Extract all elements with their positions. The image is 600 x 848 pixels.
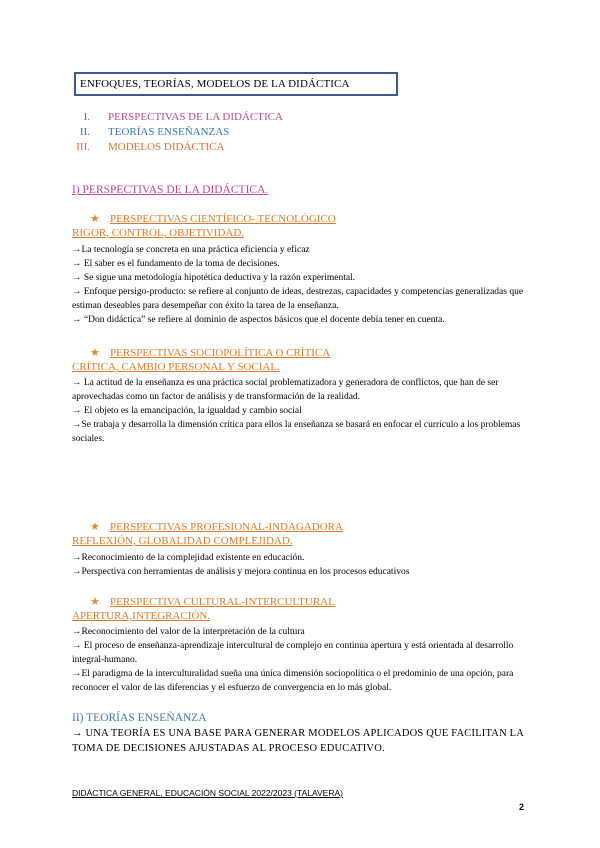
subsection-body <box>72 625 528 695</box>
list-item: → El saber es el fundamento de la toma de decisiones. <box>72 259 280 269</box>
toc-number: I. <box>83 111 90 123</box>
list-item: → El objeto es la emancipación, la igualdad y cambio social <box>72 406 302 416</box>
subsection-title <box>72 595 532 623</box>
section-text: → UNA TEORÍA ES UNA BASE PARA GENERAR MODELOS APLICADOS QUE FACILITAN LA TOMA DE DECISIONES AJUSTADAS AL PROCESO EDUCATIVO. <box>72 728 524 754</box>
page-footer: DIDÁCTICA GENERAL, EDUCACIÓN SOCIAL 2022/2023 (TALAVERA) <box>72 788 343 798</box>
page-title: ENFOQUES, TEORÍAS, MODELOS DE LA DIDÁCTICA <box>74 72 398 96</box>
list-item: →El paradigma de la interculturalidad sueña una única dimensión sociopolítica o el predominio de una opción, para reconocer el valor de las diferencias y el esfuerzo de convergencia en lo más global. <box>72 669 514 693</box>
list-item: → Enfoque persigo-producto: se refiere al conjunto de ideas, destrezas, capacidades y competencias generalizadas que estiman deseables para desempeñar con éxito la tarea de la enseñanza. <box>72 287 524 311</box>
toc-label: TEORÍAS ENSEÑANZAS <box>108 126 230 138</box>
subsection-title-line2: APERTURA,INTEGRACIÓN. <box>72 610 211 622</box>
subsection-title-line2: RIGOR, CONTROL, OBJETIVIDAD. <box>72 227 245 239</box>
list-item: → “Don didáctica” se refiere al dominio de aspectos básicos que el docente debía tener en cuenta. <box>72 315 445 325</box>
page-number: 2 <box>519 802 525 812</box>
subsection-body <box>72 551 528 579</box>
list-item: →Se trabaja y desarrolla la dimensión crítica para ellos la enseñanza se basará en enfocar el currículo a los problemas sociales. <box>72 420 521 444</box>
subsection-title-line1: PERSPECTIVAS SOCIOPOLÍTICA O CRÍTICA <box>110 347 331 359</box>
list-item: → La actitud de la enseñanza es una práctica social problematizadora y generadora de conflictos, que han de ser aprovechadas como un factor de análisis y de transformación de la realidad. <box>72 378 499 402</box>
subsection-title <box>72 520 532 548</box>
star-icon: ★ <box>90 347 100 359</box>
subsection-title-line2: REFLEXIÓN, GLOBALIDAD COMPLEJIDAD. <box>72 535 293 547</box>
subsection-title <box>72 346 532 374</box>
list-item: → Se sigue una metodología hipotética deductiva y la razón experimental. <box>72 273 356 283</box>
subsection-body <box>72 243 528 327</box>
subsection-body <box>72 376 528 446</box>
subsection-title-line2: CRÍTICA, CAMBIO PERSONAL Y SOCIAL. <box>72 361 280 373</box>
section-heading: II) TEORÍAS ENSEÑANZA <box>72 712 207 724</box>
toc-number: III. <box>76 141 90 153</box>
list-item: → El proceso de enseñanza-aprendizaje intercultural de complejo en continua apertura y está orientada al desarrollo integral-humano. <box>72 641 514 665</box>
table-of-contents <box>0 110 600 160</box>
star-icon: ★ <box>90 213 100 225</box>
subsection-title-line1: PERSPECTIVA CULTURAL-INTERCULTURAL <box>110 596 335 608</box>
subsection-title <box>72 212 532 240</box>
list-item: →Reconocimiento del valor de la interpretación de la cultura <box>72 627 305 637</box>
toc-number: II. <box>79 126 90 138</box>
toc-label: PERSPECTIVAS DE LA DIDÁCTICA <box>108 111 283 123</box>
toc-label: MODELOS DIDÁCTICA <box>108 141 225 153</box>
list-item: →Perspectiva con herramientas de análisis y mejora continua en los procesos educativos <box>72 567 410 577</box>
section-heading: I) PERSPECTIVAS DE LA DIDÁCTICA. <box>72 184 269 196</box>
subsection-title-line1: PERSPECTIVAS CIENTÍFICO- TECNOLÓGICO <box>110 213 336 225</box>
star-icon: ★ <box>90 521 100 533</box>
list-item: →Reconocimiento de la complejidad existente en educación. <box>72 553 305 563</box>
subsection-title-line1: PERSPECTIVAS PROFESIONAL-INDAGADORA <box>110 521 343 533</box>
star-icon: ★ <box>90 596 100 608</box>
list-item: →La tecnología se concreta en una práctica eficiencia y eficaz <box>72 245 310 255</box>
